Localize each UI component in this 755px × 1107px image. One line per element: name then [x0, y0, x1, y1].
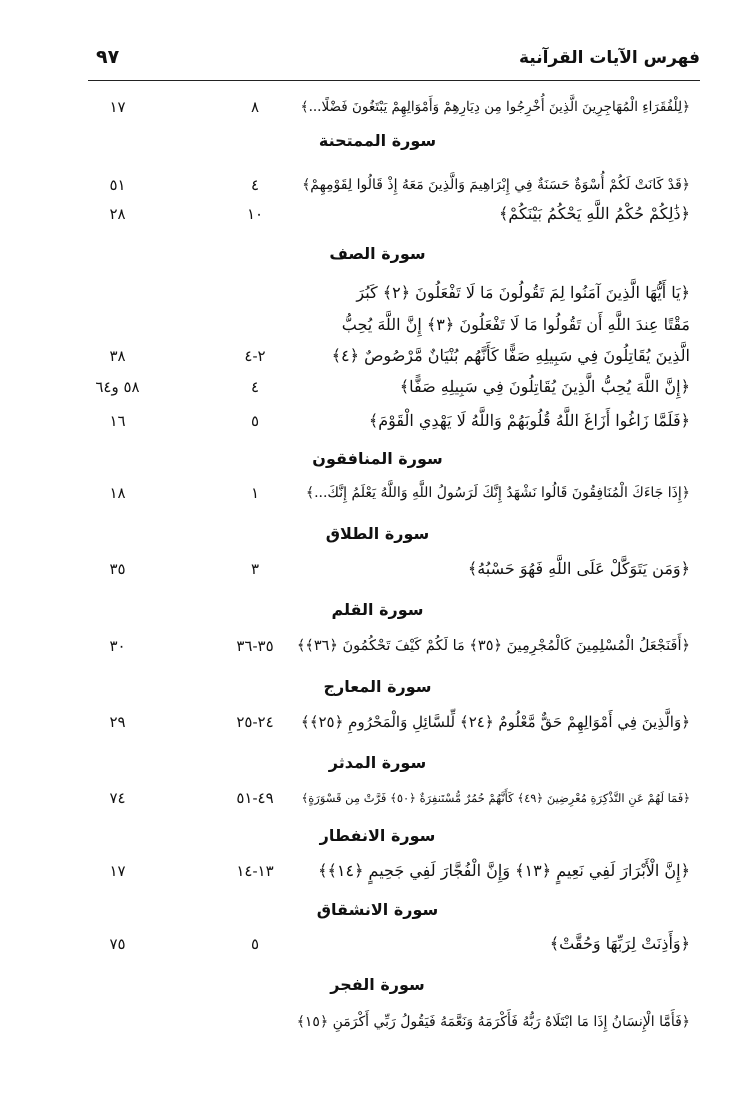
verse-text: ﴿وَمَن يَتَوَكَّلْ عَلَى اللَّهِ فَهُوَ حَسْبُهُ﴾ [467, 559, 690, 578]
verse-text: ﴿أَفَنَجْعَلُ الْمُسْلِمِينَ كَالْمُجْرِمِينَ ﴿٣٥﴾ مَا لَكُمْ كَيْفَ تَحْكُمُونَ ﴿٣٦﴾﴾ [296, 638, 690, 654]
page-reference: ٣٨ [109, 347, 126, 365]
page-reference: ٢٩ [109, 713, 126, 731]
page-number: ٩٧ [96, 46, 120, 68]
verse-number: ١ [250, 484, 260, 502]
verse-text: ﴿يَا أَيُّهَا الَّذِينَ آمَنُوا لِمَ تَقُولُونَ مَا لَا تَفْعَلُونَ ﴿٢﴾ كَبُرَ [356, 283, 690, 302]
page-reference: ١٦ [109, 412, 126, 430]
surah-heading: سورة المعارج [323, 677, 432, 696]
running-title: فهرس الآيات القرآنية [518, 48, 700, 68]
verse-entry [0, 783, 755, 815]
page-reference: ٧٤ [109, 789, 126, 807]
verse-text: ﴿إِنَّ الْأَبْرَارَ لَفِي نَعِيمٍ ﴿١٣﴾ وَإِنَّ الْفُجَّارَ لَفِي جَحِيمٍ ﴿١٤﴾﴾ [318, 861, 690, 880]
verse-text: ﴿فَمَا لَهُمْ عَنِ التَّذْكِرَةِ مُعْرِضِينَ ﴿٤٩﴾ كَأَنَّهُمْ حُمُرٌ مُّسْتَنفِرَةٌ ﴿٥٠﴾ فَرَّتْ مِن قَسْوَرَةٍ﴾ [301, 791, 690, 805]
verse-number: ٢٤-٢٥ [236, 713, 274, 731]
verse-entry [0, 707, 755, 739]
verse-number: ٥ [250, 412, 260, 430]
page-reference: ٣٠ [109, 637, 126, 655]
page-reference: ١٧ [109, 862, 126, 880]
verse-entry [0, 856, 755, 888]
verse-entry [0, 929, 755, 961]
page-reference: ٥٨ و٦٤ [95, 378, 140, 396]
page-reference: ٧٥ [109, 935, 126, 953]
verse-entry [0, 341, 755, 373]
surah-heading: سورة المنافقون [312, 449, 443, 468]
verse-text: ﴿قَدْ كَانَتْ لَكُمْ أُسْوَةٌ حَسَنَةٌ فِي إِبْرَاهِيمَ وَالَّذِينَ مَعَهُ إِذْ قَالُوا لِقَوْمِهِمْ﴾ [302, 177, 690, 193]
verse-number: ٨ [250, 98, 260, 116]
verse-text: ﴿ذَٰلِكُمْ حُكْمُ اللَّهِ يَحْكُمُ بَيْنَكُمْ﴾ [498, 204, 690, 223]
verse-entry [0, 631, 755, 663]
verse-text: ﴿لِلْفُقَرَاءِ الْمُهَاجِرِينَ الَّذِينَ أُخْرِجُوا مِن دِيَارِهِمْ وَأَمْوَالِهِمْ يَبْتَغُونَ فَضْلًا...﴾ [300, 99, 690, 115]
verse-entry [0, 406, 755, 438]
verse-number: ٣ [250, 560, 260, 578]
verse-entry [0, 372, 755, 404]
verse-number: ١٠ [246, 205, 264, 223]
verse-text: ﴿وَالَّذِينَ فِي أَمْوَالِهِمْ حَقٌّ مَّعْلُومٌ ﴿٢٤﴾ لِّلسَّائِلِ وَالْمَحْرُومِ ﴿٢٥﴾﴾ [300, 713, 690, 731]
verse-entry [0, 1007, 755, 1039]
surah-heading: سورة الطلاق [325, 524, 430, 543]
verse-entry [0, 478, 755, 510]
verse-text: ﴿فَلَمَّا زَاغُوا أَزَاغَ اللَّهُ قُلُوبَهُمْ وَاللَّهُ لَا يَهْدِي الْقَوْمَ﴾ [368, 411, 690, 430]
verse-number: ٢-٤ [244, 347, 266, 365]
verse-entry [0, 278, 755, 310]
verse-entry [0, 170, 755, 202]
verse-text: الَّذِينَ يُقَاتِلُونَ فِي سَبِيلِهِ صَفًّا كَأَنَّهُم بُنْيَانٌ مَّرْصُوصٌ ﴿٤﴾ [331, 346, 690, 365]
verse-entry [0, 554, 755, 586]
page-reference: ٥١ [109, 176, 126, 194]
surah-heading: سورة القلم [331, 600, 424, 619]
verse-number: ٤٩-٥١ [236, 789, 274, 807]
surah-heading: سورة الانشقاق [316, 900, 439, 919]
verse-number: ٥ [250, 935, 260, 953]
surah-heading: سورة الفجر [330, 975, 425, 994]
verse-number: ١٣-١٤ [236, 862, 274, 880]
surah-heading: سورة المدثر [328, 753, 427, 772]
verse-entry [0, 310, 755, 342]
page-reference: ١٧ [109, 98, 126, 116]
page-reference: ٢٨ [109, 205, 126, 223]
page-reference: ٣٥ [109, 560, 126, 578]
verse-entry [0, 199, 755, 231]
verse-text: ﴿وَأَذِنَتْ لِرَبِّهَا وَحُقَّتْ﴾ [549, 934, 690, 953]
verse-entry [0, 92, 755, 124]
verse-number: ٣٥-٣٦ [236, 637, 274, 655]
verse-text: ﴿إِذَا جَاءَكَ الْمُنَافِقُونَ قَالُوا نَشْهَدُ إِنَّكَ لَرَسُولُ اللَّهِ وَاللَّهُ يَعْلَمُ إِنَّكَ...﴾ [305, 485, 690, 501]
verse-number: ٤ [250, 378, 260, 396]
surah-heading: سورة الصف [329, 244, 426, 263]
verse-text: مَقْتًا عِندَ اللَّهِ أَن تَقُولُوا مَا لَا تَفْعَلُونَ ﴿٣﴾ إِنَّ اللَّهَ يُحِبُّ [341, 315, 690, 334]
surah-heading: سورة الممتحنة [318, 131, 437, 150]
verse-text: ﴿إِنَّ اللَّهَ يُحِبُّ الَّذِينَ يُقَاتِلُونَ فِي سَبِيلِهِ صَفًّا﴾ [399, 377, 690, 396]
verse-number: ٤ [250, 176, 260, 194]
surah-heading: سورة الانفطار [319, 826, 436, 845]
page-header [88, 44, 700, 81]
page-reference: ١٨ [109, 484, 126, 502]
verse-text: ﴿فَأَمَّا الْإِنسَانُ إِذَا مَا ابْتَلَاهُ رَبُّهُ فَأَكْرَمَهُ وَنَعَّمَهُ فَيَقُولُ رَبِّي أَكْرَمَنِ ﴿١٥﴾ [296, 1014, 690, 1030]
